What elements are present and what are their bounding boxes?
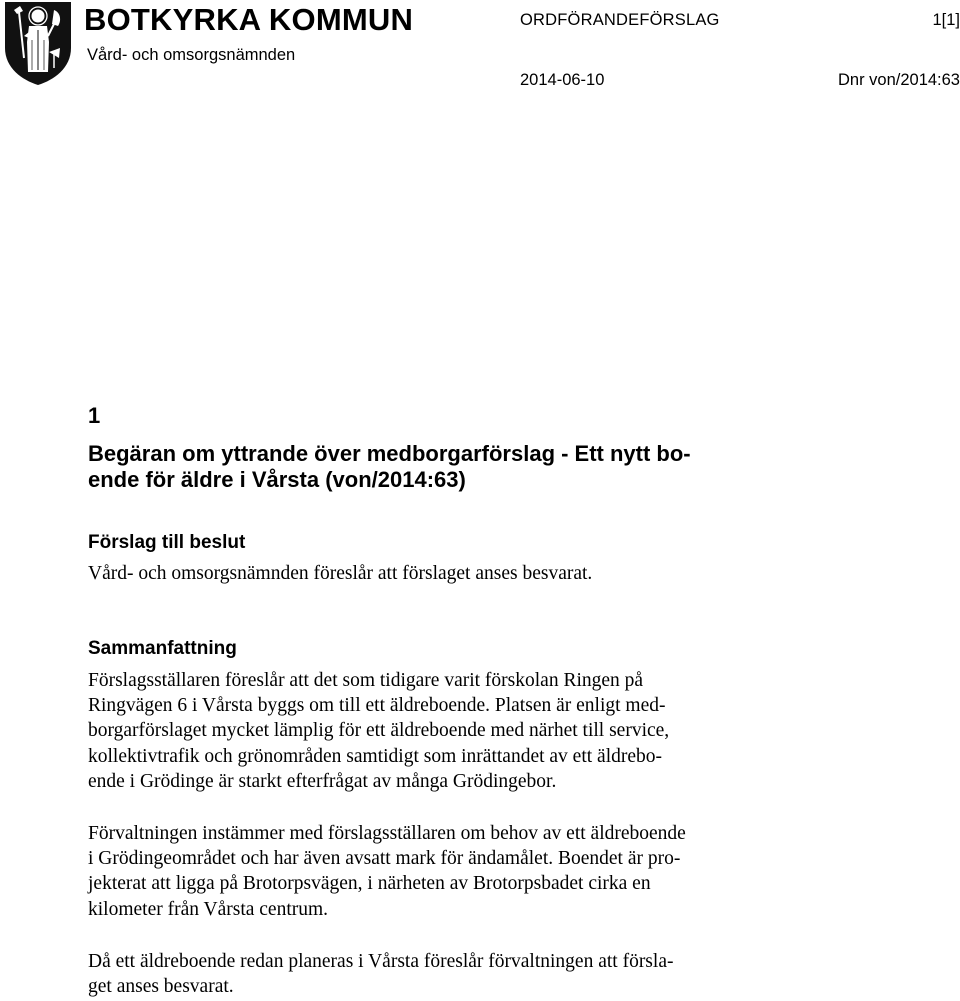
- summary-paragraph-1: [88, 668, 669, 794]
- decision-heading: Förslag till beslut: [88, 532, 246, 553]
- paragraph-line: Förslagsställaren föreslår att det som tidigare varit förskolan Ringen på: [88, 670, 644, 691]
- document-date: 2014-06-10: [520, 71, 605, 89]
- municipal-coat-of-arms-icon: [2, 0, 74, 86]
- paragraph-line: get anses besvarat.: [88, 976, 234, 998]
- paragraph-line: Då ett äldreboende redan planeras i Vårsta föreslår förvaltningen att försla-: [88, 951, 674, 972]
- item-number: 1: [88, 403, 101, 428]
- document-title: [88, 441, 808, 493]
- document-reference: Dnr von/2014:63: [837, 71, 960, 89]
- decision-text: [88, 561, 592, 586]
- summary-paragraph-2: [88, 821, 686, 922]
- summary-heading: Sammanfattning: [88, 638, 237, 659]
- paragraph-line: jekterat att ligga på Brotorpsvägen, i närheten av Brotorpsbadet cirka en: [88, 873, 651, 895]
- decision-text-line: Vård- och omsorgsnämnden föreslår att förslaget anses besvarat.: [88, 563, 593, 584]
- paragraph-line: Förvaltningen instämmer med förslagsställaren om behov av ett äldreboende: [88, 823, 686, 844]
- document-title-line: ende för äldre i Vårsta (von/2014:63): [88, 467, 466, 492]
- paragraph-line: ende i Grödinge är starkt efterfrågat av många Grödingebor.: [88, 770, 557, 792]
- page-number: 1[1]: [932, 11, 960, 29]
- paragraph-line: kilometer från Vårsta centrum.: [88, 898, 329, 920]
- paragraph-line: Ringvägen 6 i Vårsta byggs om till ett äldreboende. Platsen är enligt med-: [88, 695, 666, 717]
- organization-name: BOTKYRKA KOMMUN: [84, 2, 414, 37]
- document-title-line: Begäran om yttrande över medborgarförslag - Ett nytt bo-: [88, 441, 691, 466]
- paragraph-line: kollektivtrafik och grönområden samtidigt som inrättandet av ett äldrebo-: [88, 745, 663, 767]
- department-name: Vård- och omsorgsnämnden: [87, 46, 296, 64]
- paragraph-line: i Grödingeområdet och har även avsatt mark för ändamålet. Boendet är pro-: [88, 848, 681, 870]
- document-type: ORDFÖRANDEFÖRSLAG: [520, 11, 720, 29]
- summary-paragraph-3: [88, 949, 673, 999]
- paragraph-line: borgarförslaget mycket lämplig för ett äldreboende med närhet till service,: [88, 720, 670, 742]
